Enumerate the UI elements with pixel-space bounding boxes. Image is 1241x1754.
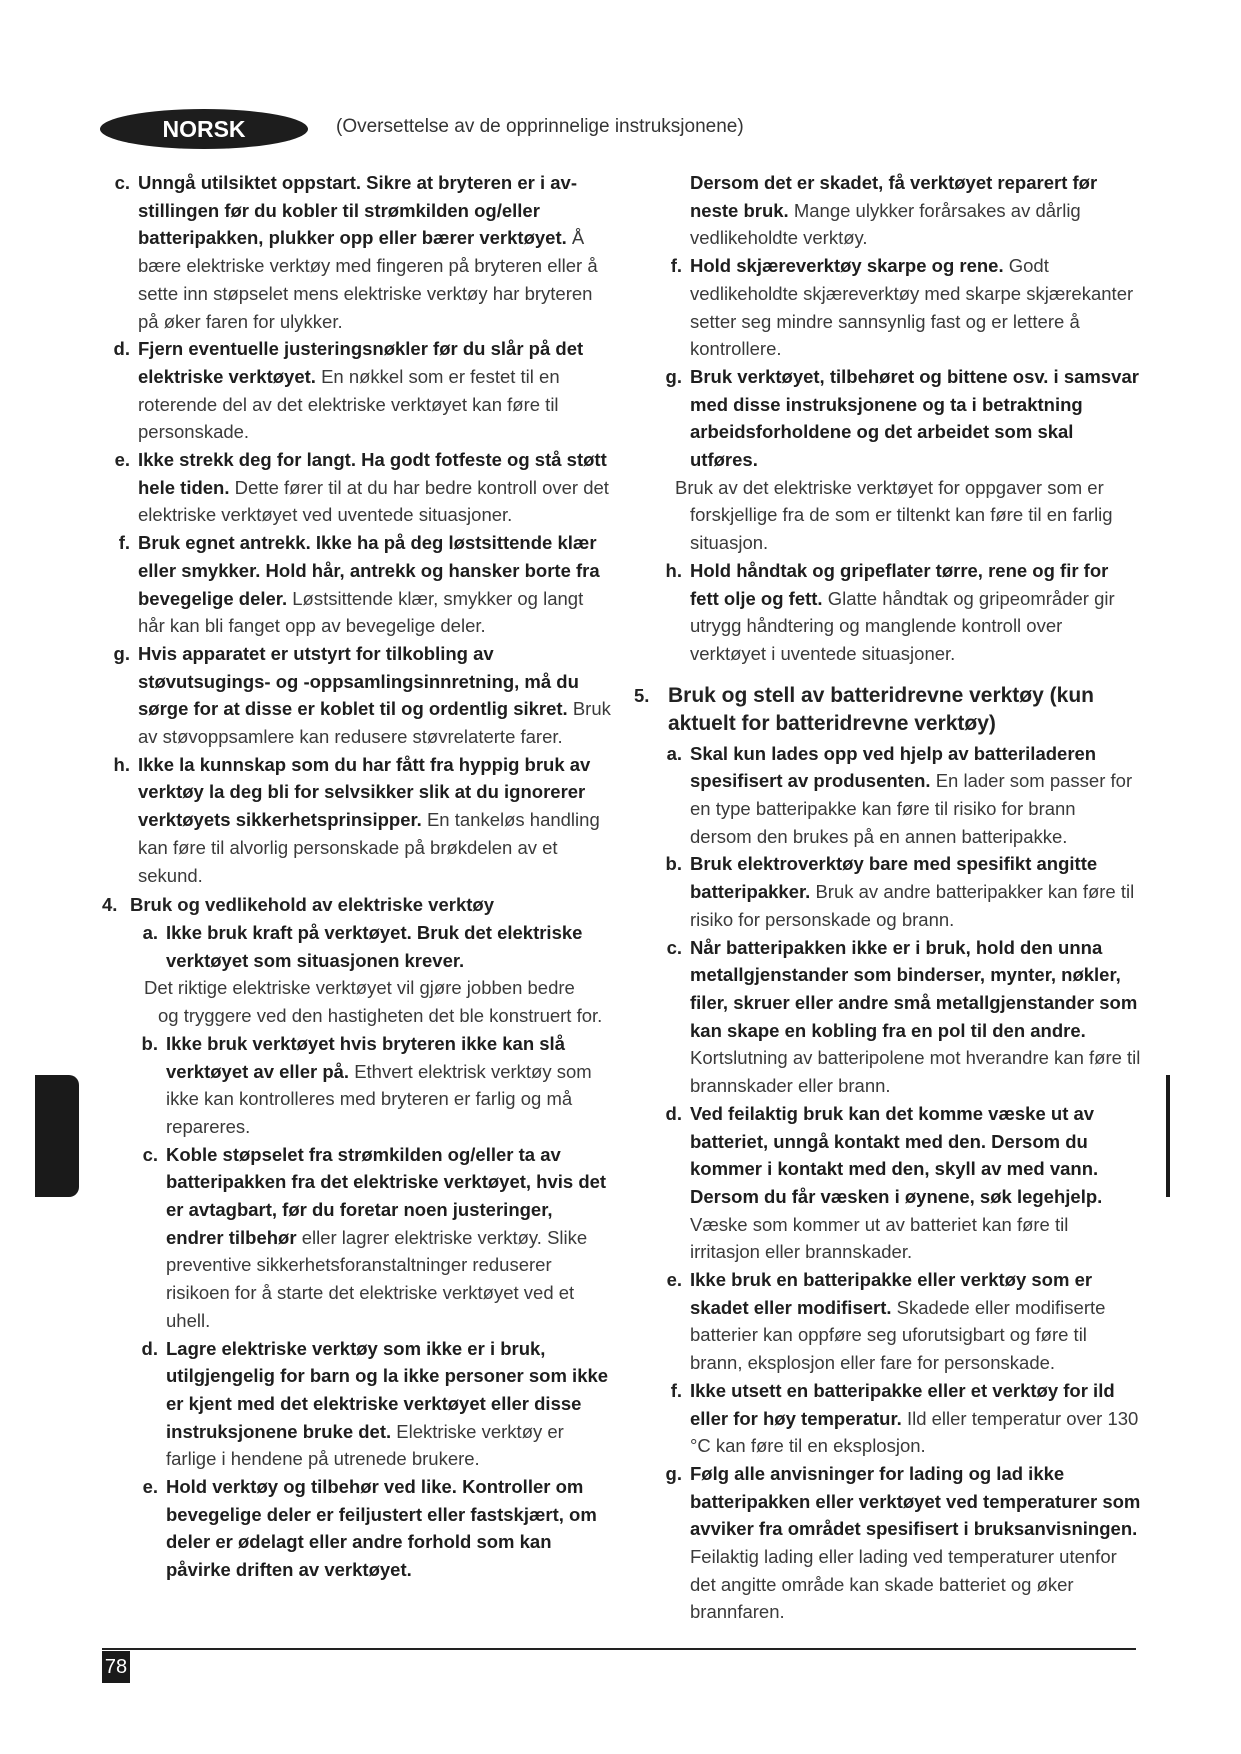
list-item bbox=[102, 335, 612, 446]
item-letter: c. bbox=[114, 172, 130, 193]
list-item bbox=[659, 1266, 1142, 1377]
item-letter: d. bbox=[665, 1102, 682, 1124]
item-bold-text: Unngå utilsiktet oppstart. Sikre at bryteren er i av-stillingen før du kobler til strømkilden og/eller batteripakken, plukker opp eller bærer verktøyet. bbox=[138, 172, 577, 249]
item-letter: d. bbox=[113, 338, 130, 360]
continued-paragraph bbox=[690, 169, 1142, 252]
list-item bbox=[659, 850, 1142, 933]
language-label: NORSK bbox=[162, 115, 246, 142]
item-letter: a. bbox=[142, 921, 158, 943]
list-item bbox=[659, 252, 1142, 363]
item-letter: e. bbox=[114, 449, 130, 471]
item-bold-text: Ikke bruk en batteripakke eller verktøy som er skadet eller modifisert. bbox=[690, 1269, 1093, 1318]
item-bold-text: Hvis apparatet er utstyrt for tilkobling av støvutsugings- og -oppsamlingsinnretning, må du sørge for at disse er koblet til og ordentlig sikret. bbox=[138, 642, 579, 720]
item-text: Glatte håndtak og gripeområder gir utrygg håndtering og manglende kontroll over verktøyet i uventede situasjoner. bbox=[690, 587, 1115, 664]
page-subtitle: (Oversettelse av de opprinnelige instruksjonene) bbox=[336, 116, 744, 137]
item-text: Skadede eller modifiserte batterier kan oppføre seg uforutsigbart og føre til brann, eksplosjon eller fare for personskade. bbox=[690, 1296, 1106, 1374]
language-badge bbox=[100, 109, 308, 149]
section-number: 5. bbox=[634, 684, 650, 706]
side-language-tab bbox=[35, 1075, 79, 1197]
item-letter: d. bbox=[141, 1337, 158, 1359]
item-text: Godt vedlikeholdte skjæreverktøy med skarpe skjærekanter setter seg mindre sannsynlig fast og er lettere å kontrollere. bbox=[690, 255, 1134, 360]
list-item bbox=[102, 751, 612, 890]
section-4-heading bbox=[102, 891, 612, 919]
list-item bbox=[659, 740, 1142, 851]
item-text-line: forskjellige fra de som er tiltenkt kan føre til en farlig situasjon. bbox=[690, 504, 1113, 554]
list-item bbox=[659, 934, 1142, 1100]
item-letter: f. bbox=[118, 532, 130, 554]
item-bold-text: Bruk verktøyet, tilbehøret og bittene osv. i samsvar med disse instruksjonene og ta i betraktning arbeidsforholdene og det arbeidet som skal utføres. bbox=[690, 365, 1139, 471]
item-letter: h. bbox=[113, 753, 130, 775]
list-item bbox=[659, 363, 1142, 474]
item-text: Dette fører til at du har bedre kontroll over det elektriske verktøyet ved uventede situasjoner. bbox=[138, 476, 609, 526]
item-bold-text: Skal kun lades opp ved hjelp av batteriladeren spesifisert av produsenten. bbox=[690, 742, 1097, 792]
item-letter: g. bbox=[665, 1462, 682, 1484]
item-letter: c. bbox=[666, 936, 682, 958]
item-letter: b. bbox=[141, 1032, 158, 1054]
item-letter: c. bbox=[142, 1143, 158, 1165]
item-text: eller lagrer elektriske verktøy. Slike preventive sikkerhetsforanstaltninger reduserer risikoen for å starte det elektriske verktøyet ved et uhell. bbox=[166, 1226, 588, 1331]
item-bold-text: Når batteripakken ikke er i bruk, hold den unna metallgjenstander som binderser, mynter, nøkler, filer, skruer eller andre små metallgjenstander som kan skape en kobling fra en pol til den andre. bbox=[690, 936, 1138, 1041]
list-item bbox=[659, 1100, 1142, 1266]
page-number-label: 78 bbox=[104, 1655, 128, 1678]
item-text: Væske som kommer ut av batteriet kan føre til irritasjon eller brannskader. bbox=[690, 1213, 1069, 1263]
item-bold-text: Ikke utsett en batteripakke eller et verktøy for ild eller for høy temperatur. bbox=[690, 1379, 1115, 1429]
item-text: Ild eller temperatur over 130 °C kan føre til en eksplosjon. bbox=[690, 1407, 1139, 1457]
item-text: Bruk av andre batteripakker kan føre til risiko for personskade og brann. bbox=[690, 881, 1135, 930]
item-bold-text: Hold håndtak og gripeflater tørre, rene og fir for fett olje og fett. bbox=[690, 559, 1109, 609]
item-letter: a. bbox=[666, 742, 682, 764]
item-letter: e. bbox=[142, 1476, 158, 1498]
list-item bbox=[102, 1335, 612, 1474]
item-text: En lader som passer for en type batteripakke kan føre til risiko for brann dersom den brukes på en annen batteripakke. bbox=[690, 770, 1133, 847]
list-item bbox=[102, 529, 612, 640]
list-item bbox=[102, 1141, 612, 1335]
list-item bbox=[102, 446, 612, 529]
item-bold-text: Dersom det er skadet, få verktøyet reparert før neste bruk. bbox=[690, 172, 1098, 221]
item-letter: b. bbox=[665, 853, 682, 875]
item-text: Å bære elektriske verktøy med fingeren på bryteren eller å sette inn støpselet mens elektriske verktøy har bryteren på øker faren for ulykker. bbox=[138, 227, 598, 332]
item-text-line: Bruk av det elektriske verktøyet for oppgaver som er bbox=[675, 476, 1104, 498]
item-bold-text: Ikke bruk kraft på verktøyet. Bruk det elektriske verktøyet som situasjonen krever. bbox=[166, 921, 583, 971]
item-bold-text: Ikke strekk deg for langt. Ha godt fotfeste og stå støtt hele tiden. bbox=[138, 449, 607, 498]
item-letter: h. bbox=[665, 559, 682, 581]
item-letter: g. bbox=[665, 365, 682, 387]
section-title: Bruk og vedlikehold av elektriske verktøy bbox=[130, 894, 494, 916]
item-bold-text: Følg alle anvisninger for lading og lad ikke batteripakken eller verktøyet ved temperaturer som avviker fra området spesifisert i bruksanvisningen. bbox=[690, 1462, 1141, 1540]
left-column bbox=[102, 169, 612, 1584]
item-letter: f. bbox=[670, 1379, 682, 1401]
item-text: Feilaktig lading eller lading ved temperaturer utenfor det angitte område kan skade batteriet og øker brannfaren. bbox=[690, 1546, 1117, 1623]
item-bold-text: Bruk egnet antrekk. Ikke ha på deg løstsittende klær eller smykker. Hold hår, antrekk og hansker borte fra bevegelige deler. bbox=[138, 532, 600, 609]
item-letter: g. bbox=[113, 642, 130, 664]
item-text: Kortslutning av batteripolene mot hverandre kan føre til brannskader eller brann. bbox=[690, 1047, 1141, 1097]
item-bold-text: Lagre elektriske verktøy som ikke er i bruk, utilgjengelig for barn og la ikke personer som ikke er kjent med det elektriske verktøyet eller disse instruksjonene bruke det. bbox=[166, 1337, 609, 1442]
item-text: Bruk av støvoppsamlere kan redusere støvrelaterte farer. bbox=[138, 698, 611, 748]
footer-divider bbox=[102, 1648, 1136, 1650]
list-item bbox=[659, 1460, 1142, 1626]
page-number bbox=[102, 1651, 130, 1683]
item-bold-text: Koble støpselet fra strømkilden og/eller ta av batteripakken fra det elektriske verktøyet, hvis det er avtagbart, før du foretar noen justeringer, endrer tilbehør bbox=[166, 1143, 607, 1248]
side-marker-bar bbox=[1166, 1075, 1170, 1197]
item-text: Ethvert elektrisk verktøy som ikke kan kontrolleres med bryteren er farlig og må repareres. bbox=[166, 1060, 592, 1137]
section-5-heading bbox=[634, 682, 1142, 738]
item-text: En tankeløs handling kan føre til alvorlig personskade på brøkdelen av et sekund. bbox=[138, 809, 600, 886]
item-text-line: og tryggere ved den hastigheten det ble konstruert for. bbox=[158, 1005, 603, 1027]
list-item bbox=[102, 640, 612, 751]
item-text: Løstsittende klær, smykker og langt hår kan bli fanget opp av bevegelige deler. bbox=[138, 587, 584, 637]
item-bold-text: Ved feilaktig bruk kan det komme væske ut av batteriet, unngå kontakt med den. Dersom du kommer i kontakt med den, skyll av med vann. Dersom du får væsken i øynene, søk legehjelp. bbox=[690, 1102, 1103, 1207]
item-bold-text: Fjern eventuelle justeringsnøkler før du slår på det elektriske verktøyet. bbox=[138, 338, 584, 387]
right-column bbox=[634, 169, 1142, 1626]
list-item bbox=[659, 557, 1142, 668]
item-bold-text: Ikke bruk verktøyet hvis bryteren ikke kan slå verktøyet av eller på. bbox=[166, 1032, 565, 1082]
item-letter: f. bbox=[670, 255, 682, 277]
list-item bbox=[659, 1377, 1142, 1460]
item-text-line: Det riktige elektriske verktøyet vil gjøre jobben bedre bbox=[144, 977, 575, 999]
item-text: Elektriske verktøy er farlige i hendene på utrenede brukere. bbox=[166, 1420, 564, 1470]
list-item bbox=[102, 919, 612, 974]
item-text: Mange ulykker forårsakes av dårlig vedlikeholdte verktøy. bbox=[690, 199, 1081, 249]
list-item bbox=[102, 1473, 612, 1584]
item-bold-text: Hold verktøy og tilbehør ved like. Kontroller om bevegelige deler er feiljustert eller fastskjært, om deler er ødelagt eller andre forhold som kan påvirke driften av verktøyet. bbox=[166, 1476, 597, 1581]
item-bold-text: Hold skjæreverktøy skarpe og rene. bbox=[690, 255, 1004, 277]
section-title: Bruk og stell av batteridrevne verktøy (kun aktuelt for batteridrevne verktøy) bbox=[668, 683, 1094, 735]
section-number: 4. bbox=[102, 894, 118, 916]
item-text: En nøkkel som er festet til en roterende del av det elektriske verktøyet kan føre til personskade. bbox=[138, 365, 560, 443]
item-bold-text: Bruk elektroverktøy bare med spesifikt angitte batteripakker. bbox=[690, 853, 1098, 903]
item-bold-text: Ikke la kunnskap som du har fått fra hyppig bruk av verktøy la deg bli for selvsikker slik at du ignorerer verktøyets sikkerhetsprinsipper. bbox=[138, 753, 591, 831]
list-item bbox=[102, 169, 612, 335]
list-item bbox=[102, 1030, 612, 1141]
item-letter: e. bbox=[666, 1269, 682, 1291]
